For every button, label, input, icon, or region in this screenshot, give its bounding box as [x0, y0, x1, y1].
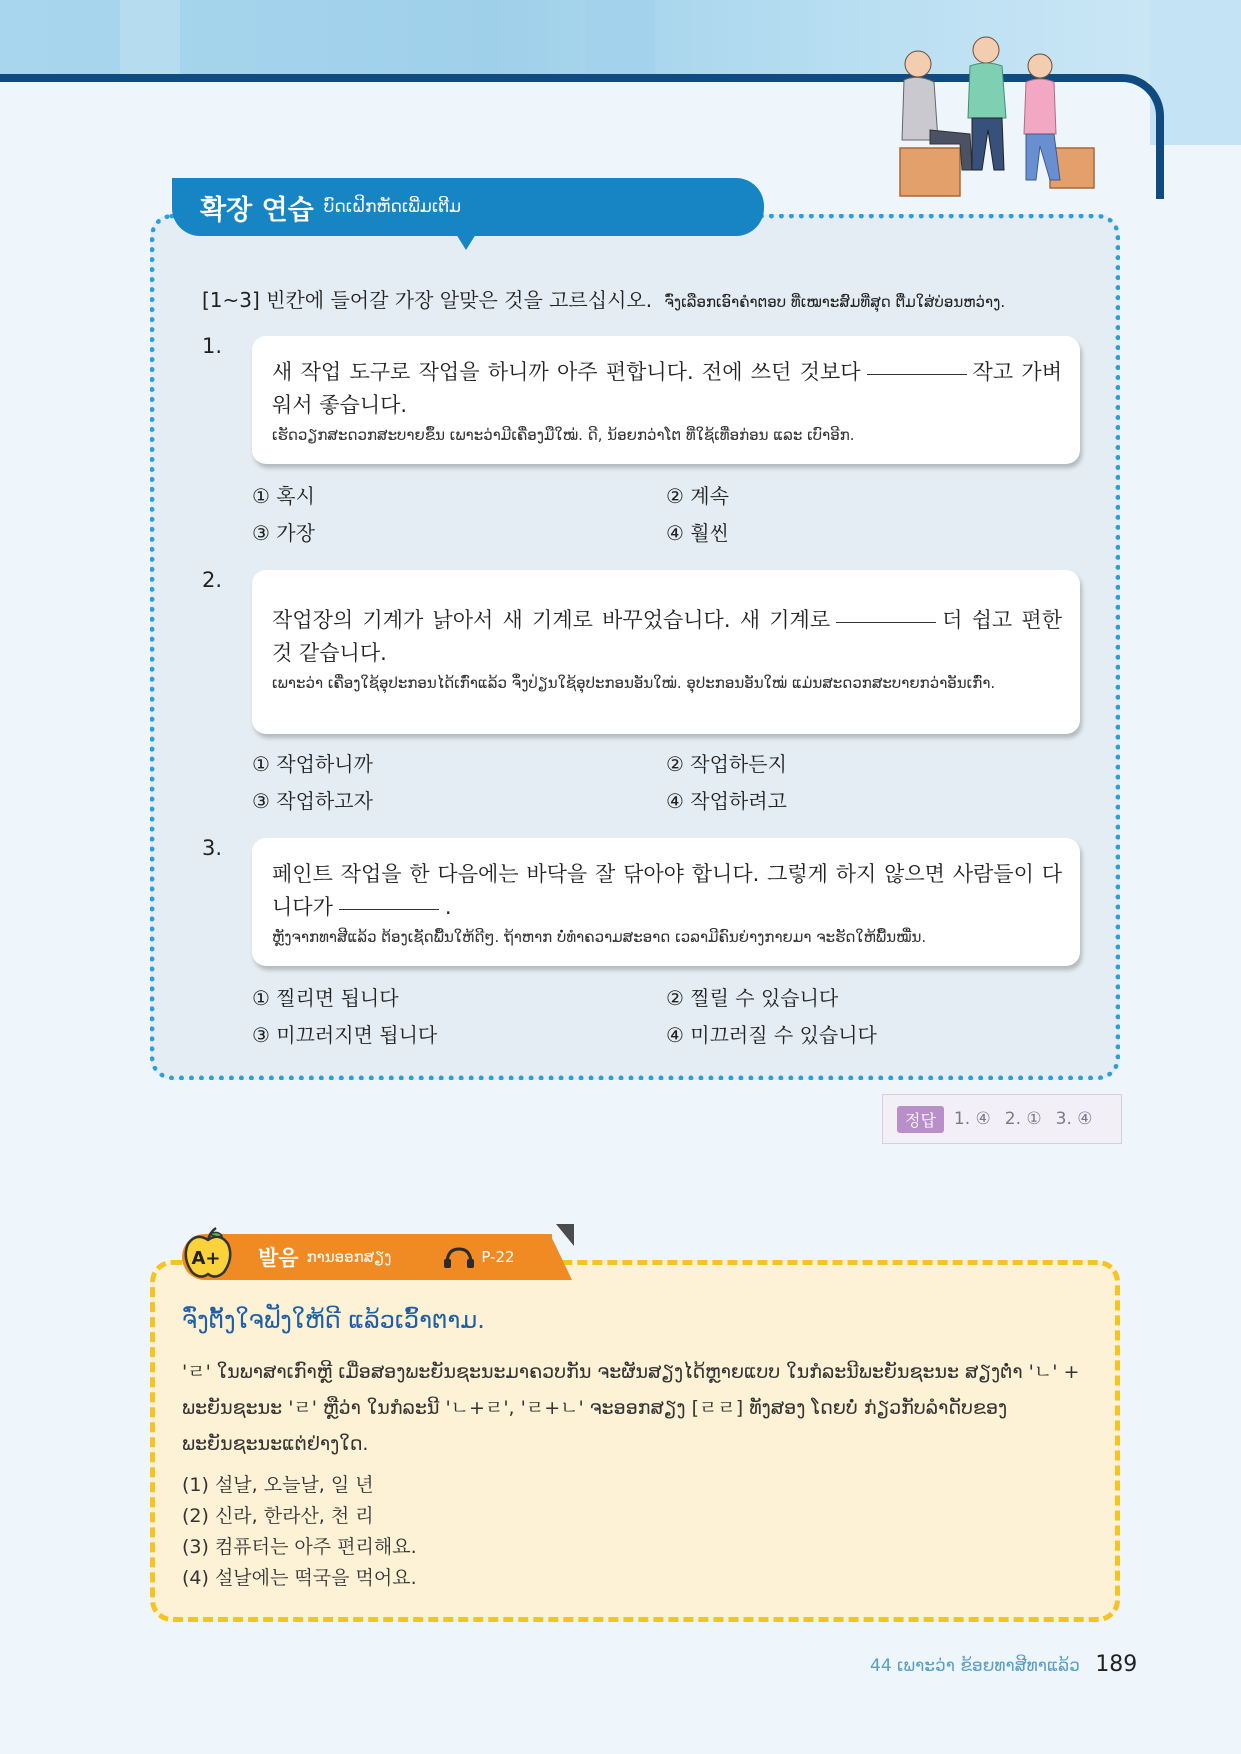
question-text [272, 604, 1062, 670]
pronunciation-title-ko: 발음 [258, 1246, 299, 1270]
answer-item: 1. ④ [953, 1109, 991, 1129]
question-translation: ເຮັດວຽກສະດວກສະບາຍຂຶ້ນ ເພາະວ່າມີເຄື່ອງມືໃໝ່. ດີ, ນ້ອຍກວ່າໂຕ ທີ່ໃຊ້ເທື່ອກ່ອນ ແລະ ເບົາອີກ. [272, 426, 855, 444]
pronunciation-explanation: 'ㄹ' ໃນພາສາເກົາຫຼີ ເມື່ອສອງພະຍັນຊະນະມາຄວບກັນ ຈະຜັນສຽງໄດ້ຫຼາຍແບບ ໃນກໍລະນີພະຍັນຊະນະ ສຽງຕໍ່າ 'ㄴ' + ພະຍັນຊະນະ 'ㄹ' ຫຼືວ່າ ໃນກໍລະນີ 'ㄴ+ㄹ', 'ㄹ+ㄴ' ຈະອອກສຽງ [ㄹㄹ] ທັງສອງ ໂດຍບໍ່ ກ່ຽວກັບລໍາດັບຂອງພະຍັນຊະນະແຕ່ຢ່າງໃດ. [182, 1361, 1080, 1455]
list-item: (3) 컴퓨터는 아주 편리해요. [182, 1536, 417, 1558]
apple-badge-text: A+ [191, 1248, 221, 1269]
practice-title-lo: ບົດເຝິກຫັດເພີ່ມເຕີມ [323, 197, 462, 217]
answer-item: 2. ① [1004, 1109, 1042, 1129]
question-text-before: 새 작업 도구로 작업을 하니까 아주 편합니다. 전에 쓰던 것보다 [272, 360, 861, 384]
option[interactable]: ② 찔릴 수 있습니다 [666, 986, 839, 1010]
pronunciation-title-tab [182, 1234, 552, 1280]
question-number: 3. [202, 836, 223, 860]
option[interactable]: ② 작업하든지 [666, 752, 787, 776]
footer [870, 1652, 1137, 1677]
banner-tile [120, 0, 180, 82]
option[interactable]: ④ 작업하려고 [666, 789, 787, 813]
answer-item: 3. ④ [1055, 1109, 1093, 1129]
option[interactable]: ④ 훨씬 [666, 521, 729, 545]
question-text-after: 더 쉽고 편한 것 같습니다. [272, 608, 1063, 665]
question-text [272, 356, 1062, 422]
option[interactable]: ① 작업하니까 [252, 752, 373, 776]
instruction [202, 284, 1005, 313]
list-item: (1) 설날, 오늘날, 일 년 [182, 1474, 374, 1496]
question-number: 2. [202, 568, 223, 592]
question-text-after: . [444, 895, 452, 919]
option[interactable]: ③ 미끄러지면 됩니다 [252, 1023, 438, 1047]
question-card [252, 570, 1080, 734]
pronunciation-title-lo: ການອອກສຽງ [306, 1248, 392, 1266]
audio-track-ref: P-22 [481, 1248, 515, 1266]
pronunciation-list [182, 1470, 417, 1594]
option[interactable]: ② 계속 [666, 484, 729, 508]
instruction-ko: [1~3] 빈칸에 들어갈 가장 알맞은 것을 고르십시오. [202, 288, 653, 312]
option[interactable]: ④ 미끄러질 수 있습니다 [666, 1023, 877, 1047]
list-item: (4) 설날에는 떡국을 먹어요. [182, 1567, 417, 1589]
answer-badge: 정답 [897, 1106, 944, 1133]
option[interactable]: ① 찔리면 됩니다 [252, 986, 399, 1010]
question-translation: ຫຼັງຈາກທາສີແລ້ວ ຕ້ອງເຊັດພື້ນໃຫ້ດີໆ. ຖ້າຫາກ ບໍ່ທຳຄວາມສະອາດ ເວລາມີຄົນຍ່າງກາຍມາ ຈະຮັດໃຫ້ພື້ນໝື່ນ. [272, 928, 927, 946]
answer-blank [339, 909, 439, 910]
practice-title-ko: 확장 연습 [200, 194, 314, 226]
question-number: 1. [202, 334, 223, 358]
banner-tile [585, 0, 655, 82]
apple-icon [180, 1226, 236, 1282]
people-illustration [890, 30, 1100, 200]
practice-title-tab [172, 178, 764, 236]
answer-blank [836, 622, 936, 623]
question-text-after: 작고 가벼워서 좋습니다. [272, 360, 1062, 417]
option[interactable]: ③ 가장 [252, 521, 315, 545]
practice-tab-pointer [456, 234, 476, 250]
lesson-title: 44 ເພາະວ່າ ຂ້ອຍທາສີທາແລ້ວ [870, 1656, 1080, 1676]
pronunciation-tab-tail [550, 1234, 572, 1280]
question-text-before: 페인트 작업을 한 다음에는 바닥을 잘 닦아야 합니다. 그렇게 하지 않으면 사람들이 다니다가 [272, 862, 1062, 919]
question-card [252, 838, 1080, 966]
pronunciation-heading: ຈົ່ງຕັ້ງໃຈຟັງໃຫ້ດີ ແລ້ວເວົ້າຕາມ. [182, 1306, 485, 1334]
answer-blank [867, 374, 967, 375]
question-text-before: 작업장의 기계가 낡아서 새 기계로 바꾸었습니다. 새 기계로 [272, 608, 831, 632]
question-text [272, 858, 1062, 924]
answer-key [882, 1094, 1122, 1144]
instruction-lo: ຈົ່ງເລືອກເອົາຄໍາຕອບ ທີ່ເໝາະສົມທີ່ສຸດ ຕື່ມໃສ່ບ່ອນຫວ່າງ. [664, 293, 1006, 311]
headphone-icon[interactable] [443, 1246, 475, 1268]
question-translation: ເພາະວ່າ ເຄື່ອງໃຊ້ອຸປະກອນໄດ້ເກົ່າແລ້ວ ຈຶ່ງປ່ຽນໃຊ້ອຸປະກອນອັນໃໝ່. ອຸປະກອນອັນໃໝ່ ແມ່ນສະດວກສະບາຍກວ່າອັນເກົ່າ. [272, 674, 996, 692]
question-card [252, 336, 1080, 464]
option[interactable]: ③ 작업하고자 [252, 789, 373, 813]
option[interactable]: ① 혹시 [252, 484, 315, 508]
list-item: (2) 신라, 한라산, 천 리 [182, 1505, 374, 1527]
page-number: 189 [1095, 1652, 1138, 1677]
